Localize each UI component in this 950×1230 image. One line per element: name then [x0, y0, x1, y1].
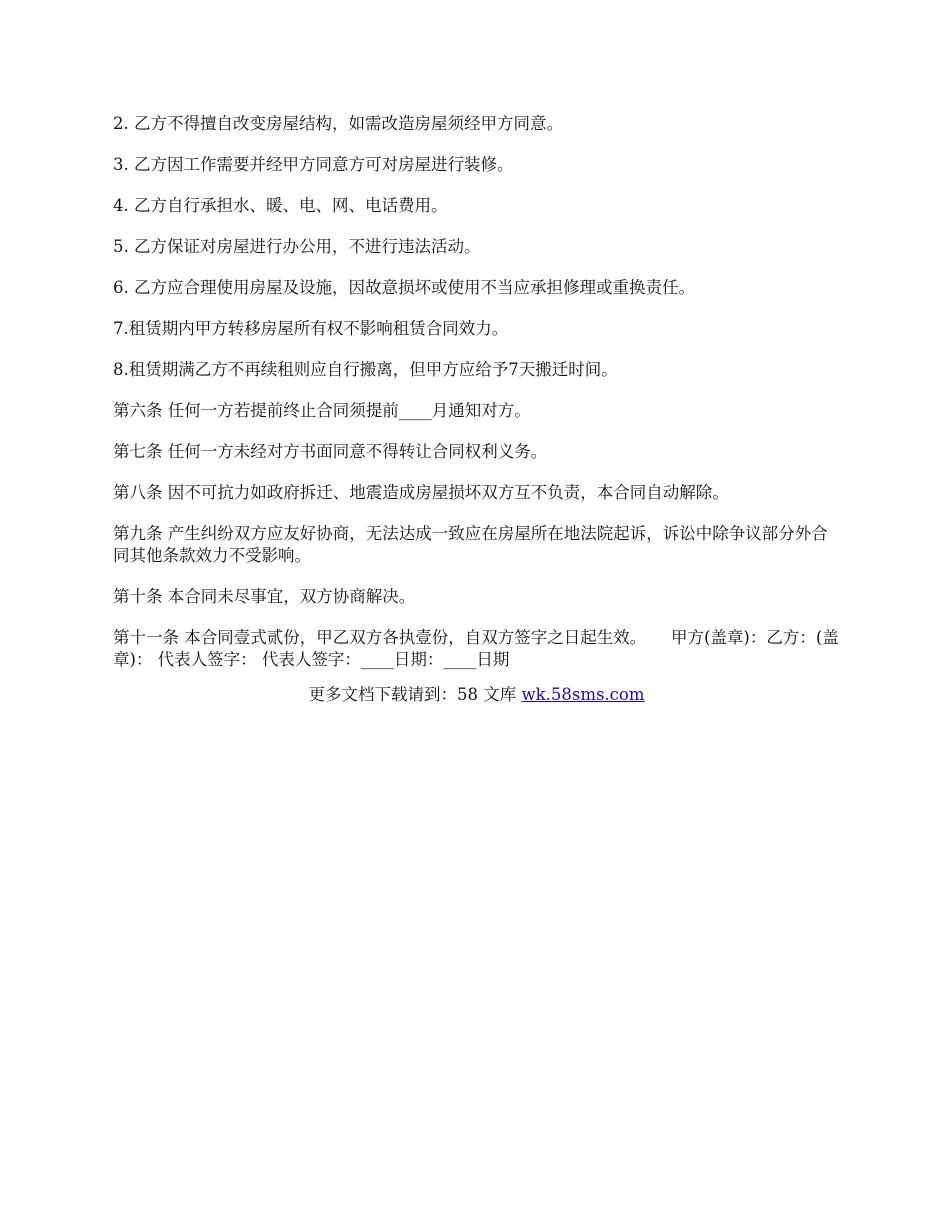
clause-5: 5. 乙方保证对房屋进行办公用，不进行违法活动。 [113, 237, 481, 256]
footer-link[interactable]: wk.58sms.com [521, 685, 645, 704]
clause-6: 6. 乙方应合理使用房屋及设施，因故意损坏或使用不当应承担修理或重换责任。 [113, 278, 695, 297]
download-footer [113, 684, 840, 706]
clause-4: 4. 乙方自行承担水、暖、电、网、电话费用。 [113, 196, 448, 215]
article-11-signatures: 第十一条 本合同壹式贰份，甲乙双方各执壹份，自双方签字之日起生效。 甲方(盖章)：乙方：(盖章)： 代表人签字： 代表人签字：____日期：____日期 [113, 628, 839, 669]
clause-7: 7.租赁期内甲方转移房屋所有权不影响租赁合同效力。 [113, 319, 509, 338]
clause-8: 8.租赁期满乙方不再续租则应自行搬离，但甲方应给予7天搬迁时间。 [113, 360, 618, 379]
article-10: 第十条 本合同未尽事宜，双方协商解决。 [113, 587, 416, 606]
article-6: 第六条 任何一方若提前终止合同须提前____月通知对方。 [113, 401, 531, 420]
document-page [113, 113, 840, 706]
clause-3: 3. 乙方因工作需要并经甲方同意方可对房屋进行装修。 [113, 155, 514, 174]
article-9: 第九条 产生纠纷双方应友好协商，无法达成一致应在房屋所在地法院起诉，诉讼中除争议部分外合同其他条款效力不受影响。 [113, 524, 828, 565]
clause-2: 2. 乙方不得擅自改变房屋结构，如需改造房屋须经甲方同意。 [113, 114, 563, 133]
article-8: 第八条 因不可抗力如政府拆迁、地震造成房屋损坏双方互不负责，本合同自动解除。 [113, 483, 729, 502]
article-7: 第七条 任何一方未经对方书面同意不得转让合同权利义务。 [113, 442, 548, 461]
footer-text: 更多文档下载请到：58 文库 [308, 685, 522, 704]
